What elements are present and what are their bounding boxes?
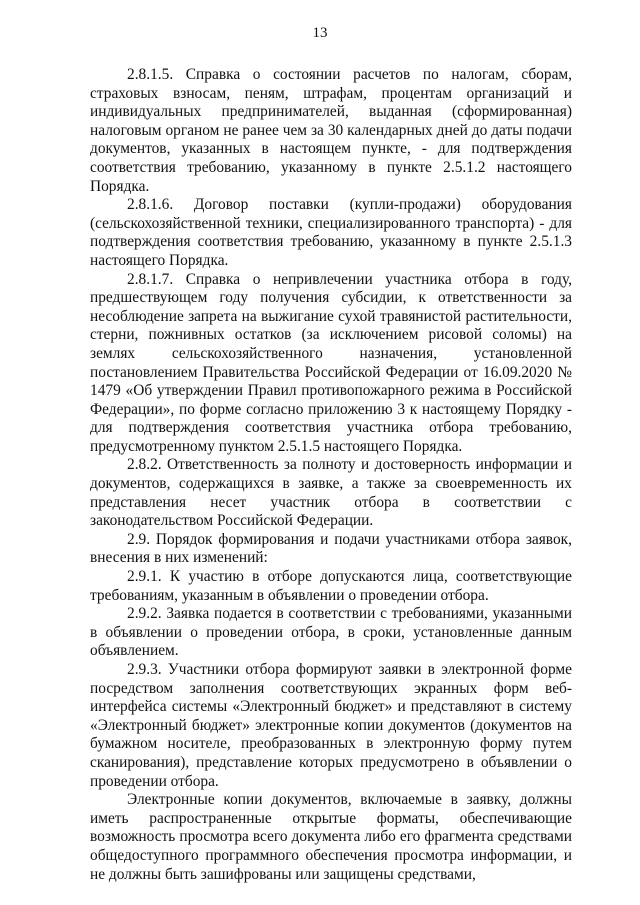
paragraph-2-8-1-6: 2.8.1.6. Договор поставки (купли-продажи) оборудования (сельскохозяйственной техники, специализированного транспорта) - для подтверждения соответствия требованию, указанному в пункте 2.5.1.3 настоящего Порядка. bbox=[90, 196, 572, 269]
paragraph-2-9-2: 2.9.2. Заявка подается в соответствии с требованиями, указанными в объявлении о проведении отбора, в сроки, установленные данным объявлением. bbox=[90, 605, 572, 660]
paragraph-2-9: 2.9. Порядок формирования и подачи участниками отбора заявок, внесения в них изменений: bbox=[90, 530, 572, 567]
paragraph-2-9-1: 2.9.1. К участию в отборе допускаются лица, соответствующие требованиям, указанным в объявлении о проведении отбора. bbox=[90, 568, 572, 604]
page-number: 13 bbox=[312, 25, 328, 41]
document-body bbox=[90, 66, 572, 884]
paragraph-2-8-1-7: 2.8.1.7. Справка о непривлечении участника отбора в году, предшествующем году получения субсидии, к ответственности за несоблюдение запрета на выжигание сухой травянистой растительности, стерни, пожнивных остатков (за исключением рисовой соломы) на землях сельскохозяйственного назначения, установленной постановлением Правительства Российской Федерации от 16.09.2020 № 1479 «Об утверждении Правил противопожарного режима в Российской Федерации», по форме согласно приложению 3 к настоящему Порядку - для подтверждения соответствия участника отбора требованию, предусмотренному пунктом 2.5.1.5 настоящего Порядка. bbox=[90, 270, 572, 455]
paragraph-2-8-1-5: 2.8.1.5. Справка о состоянии расчетов по налогам, сборам, страховых взносам, пеням, штрафам, процентам организаций и индивидуальных предпринимателей, выданная (сформированная) налоговым органом не ранее чем за 30 календарных дней до даты подачи документов, указанных в настоящем пункте, - для подтверждения соответствия требованию, указанному в пункте 2.5.1.2 настоящего Порядка. bbox=[90, 66, 572, 195]
paragraph-2-8-2: 2.8.2. Ответственность за полноту и достоверность информации и документов, содержащихся в заявке, а также за своевременность их представления несет участник отбора в соответствии с законодательством Российской Федерации. bbox=[90, 456, 572, 530]
paragraph-electronic-copies: Электронные копии документов, включаемые в заявку, должны иметь распространенные открытые форматы, обеспечивающие возможность просмотра всего документа либо его фрагмента средствами общедоступного программного обеспечения просмотра информации, и не должны быть зашифрованы или защищены средствами, bbox=[90, 791, 572, 883]
paragraph-2-9-3: 2.9.3. Участники отбора формируют заявки в электронной форме посредством заполнения соответствующих экранных форм веб-интерфейса системы «Электронный бюджет» и представляют в систему «Электронный бюджет» электронные копии документов (документов на бумажном носителе, преобразованных в электронную форму путем сканирования), представление которых предусмотрено в объявлении о проведении отбора. bbox=[90, 661, 572, 790]
